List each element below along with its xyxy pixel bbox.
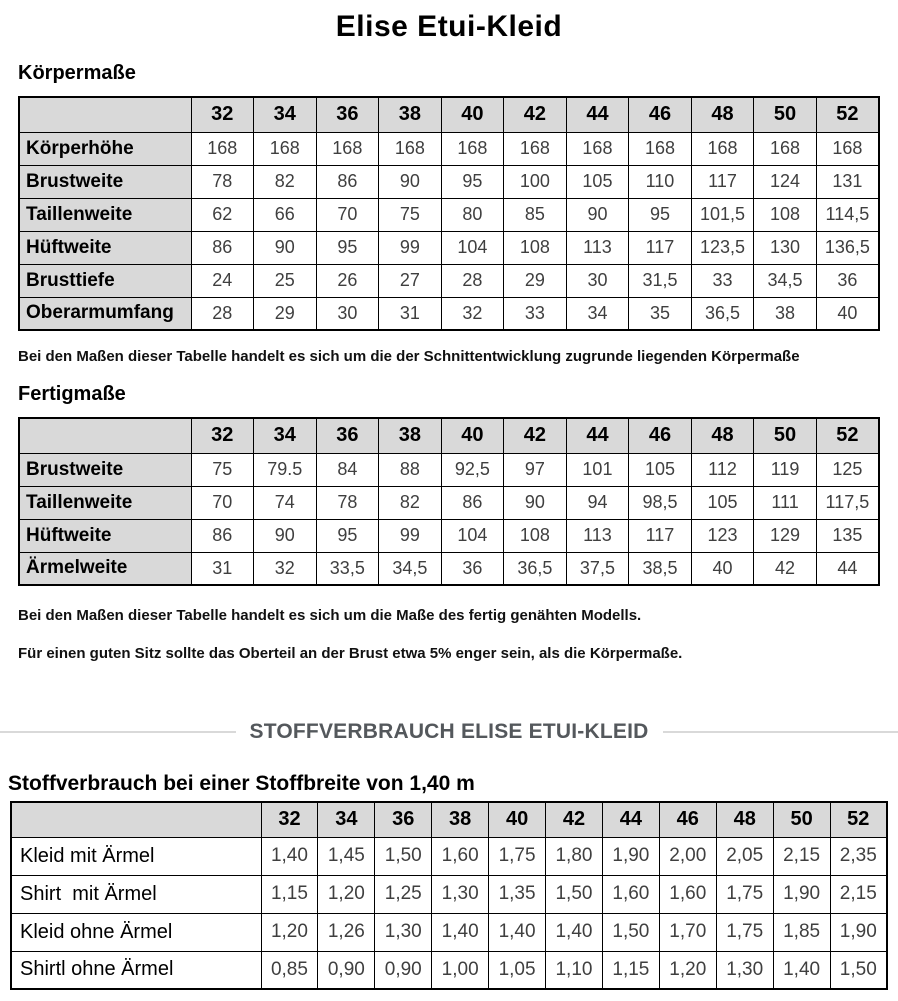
size-header-cell: 50 <box>754 418 817 453</box>
size-header-cell: 52 <box>830 802 887 837</box>
size-header-cell: 40 <box>441 97 504 132</box>
value-cell: 168 <box>254 132 317 165</box>
size-header-cell: 32 <box>191 418 254 453</box>
size-header-cell: 46 <box>659 802 716 837</box>
value-cell: 38,5 <box>629 552 692 585</box>
value-cell: 2,00 <box>659 837 716 875</box>
value-cell: 34 <box>566 297 629 330</box>
value-cell: 33 <box>691 264 754 297</box>
value-cell: 1,25 <box>375 875 432 913</box>
size-header-cell: 38 <box>379 418 442 453</box>
value-cell: 1,45 <box>318 837 375 875</box>
value-cell: 78 <box>316 486 379 519</box>
table-row <box>19 132 879 165</box>
row-label-cell: Oberarmumfang <box>19 297 191 330</box>
table-row <box>11 837 887 875</box>
value-cell: 1,26 <box>318 913 375 951</box>
value-cell: 105 <box>691 486 754 519</box>
value-cell: 1,50 <box>375 837 432 875</box>
value-cell: 2,35 <box>830 837 887 875</box>
row-label-cell: Hüftweite <box>19 231 191 264</box>
value-cell: 1,20 <box>318 875 375 913</box>
corner-cell <box>11 802 261 837</box>
table-row <box>19 453 879 486</box>
table-row <box>19 519 879 552</box>
value-cell: 95 <box>316 519 379 552</box>
size-header-cell: 52 <box>816 418 879 453</box>
value-cell: 129 <box>754 519 817 552</box>
value-cell: 1,70 <box>659 913 716 951</box>
value-cell: 1,60 <box>602 875 659 913</box>
value-cell: 110 <box>629 165 692 198</box>
value-cell: 95 <box>316 231 379 264</box>
value-cell: 1,15 <box>261 875 318 913</box>
corner-cell <box>19 97 191 132</box>
value-cell: 70 <box>316 198 379 231</box>
value-cell: 99 <box>379 519 442 552</box>
value-cell: 28 <box>191 297 254 330</box>
value-cell: 82 <box>254 165 317 198</box>
row-label-cell: Brustweite <box>19 453 191 486</box>
value-cell: 108 <box>504 519 567 552</box>
value-cell: 1,75 <box>716 913 773 951</box>
value-cell: 168 <box>504 132 567 165</box>
value-cell: 1,30 <box>716 951 773 989</box>
value-cell: 1,85 <box>773 913 830 951</box>
table-row <box>11 951 887 989</box>
value-cell: 136,5 <box>816 231 879 264</box>
value-cell: 30 <box>316 297 379 330</box>
row-label-cell: Shirtl ohne Ärmel <box>11 951 261 989</box>
value-cell: 1,40 <box>261 837 318 875</box>
value-cell: 86 <box>316 165 379 198</box>
value-cell: 1,30 <box>432 875 489 913</box>
size-header-cell: 48 <box>691 97 754 132</box>
value-cell: 108 <box>504 231 567 264</box>
value-cell: 1,60 <box>432 837 489 875</box>
value-cell: 105 <box>629 453 692 486</box>
value-cell: 28 <box>441 264 504 297</box>
size-header-cell: 50 <box>773 802 830 837</box>
value-cell: 1,30 <box>375 913 432 951</box>
table-row <box>19 165 879 198</box>
value-cell: 36,5 <box>691 297 754 330</box>
size-header-cell: 42 <box>504 418 567 453</box>
value-cell: 84 <box>316 453 379 486</box>
value-cell: 1,40 <box>432 913 489 951</box>
value-cell: 82 <box>379 486 442 519</box>
value-cell: 92,5 <box>441 453 504 486</box>
value-cell: 75 <box>191 453 254 486</box>
row-label-cell: Kleid ohne Ärmel <box>11 913 261 951</box>
value-cell: 2,05 <box>716 837 773 875</box>
table-row <box>11 875 887 913</box>
size-header-cell: 44 <box>602 802 659 837</box>
value-cell: 34,5 <box>379 552 442 585</box>
table-row <box>19 264 879 297</box>
value-cell: 62 <box>191 198 254 231</box>
koerpermasse-table <box>18 96 880 331</box>
stoffverbrauch-table <box>10 801 888 990</box>
size-header-cell: 42 <box>546 802 603 837</box>
value-cell: 1,40 <box>489 913 546 951</box>
value-cell: 168 <box>629 132 692 165</box>
value-cell: 66 <box>254 198 317 231</box>
size-header-cell: 40 <box>489 802 546 837</box>
value-cell: 1,10 <box>546 951 603 989</box>
value-cell: 31 <box>379 297 442 330</box>
section-heading-stoffverbrauch: Stoffverbrauch bei einer Stoffbreite von 1,40 m <box>8 772 475 795</box>
size-header-cell: 32 <box>261 802 318 837</box>
value-cell: 24 <box>191 264 254 297</box>
value-cell: 1,05 <box>489 951 546 989</box>
value-cell: 168 <box>754 132 817 165</box>
size-header-cell: 38 <box>379 97 442 132</box>
value-cell: 33 <box>504 297 567 330</box>
value-cell: 42 <box>754 552 817 585</box>
value-cell: 99 <box>379 231 442 264</box>
value-cell: 1,80 <box>546 837 603 875</box>
row-label-cell: Taillenweite <box>19 486 191 519</box>
size-header-cell: 42 <box>504 97 567 132</box>
value-cell: 40 <box>691 552 754 585</box>
value-cell: 114,5 <box>816 198 879 231</box>
value-cell: 1,90 <box>830 913 887 951</box>
value-cell: 2,15 <box>773 837 830 875</box>
size-header-row <box>11 802 887 837</box>
value-cell: 25 <box>254 264 317 297</box>
value-cell: 33,5 <box>316 552 379 585</box>
value-cell: 131 <box>816 165 879 198</box>
value-cell: 75 <box>379 198 442 231</box>
value-cell: 78 <box>191 165 254 198</box>
value-cell: 0,85 <box>261 951 318 989</box>
size-header-cell: 34 <box>318 802 375 837</box>
section-heading-fertigmasse: Fertigmaße <box>18 383 126 405</box>
value-cell: 108 <box>754 198 817 231</box>
size-header-cell: 32 <box>191 97 254 132</box>
value-cell: 32 <box>254 552 317 585</box>
value-cell: 1,75 <box>489 837 546 875</box>
value-cell: 31 <box>191 552 254 585</box>
size-header-cell: 52 <box>816 97 879 132</box>
value-cell: 1,00 <box>432 951 489 989</box>
divider-label: STOFFVERBRAUCH ELISE ETUI-KLEID <box>249 720 649 743</box>
table-row <box>19 198 879 231</box>
value-cell: 1,20 <box>659 951 716 989</box>
value-cell: 1,75 <box>716 875 773 913</box>
value-cell: 27 <box>379 264 442 297</box>
value-cell: 130 <box>754 231 817 264</box>
value-cell: 1,50 <box>602 913 659 951</box>
size-header-cell: 36 <box>375 802 432 837</box>
value-cell: 113 <box>566 231 629 264</box>
size-header-cell: 48 <box>716 802 773 837</box>
value-cell: 1,35 <box>489 875 546 913</box>
value-cell: 111 <box>754 486 817 519</box>
value-cell: 1,40 <box>546 913 603 951</box>
fertigmasse-note-2: Für einen guten Sitz sollte das Oberteil an der Brust etwa 5% enger sein, als die Körpermaße. <box>18 645 683 662</box>
value-cell: 79.5 <box>254 453 317 486</box>
value-cell: 88 <box>379 453 442 486</box>
size-header-cell: 34 <box>254 97 317 132</box>
size-header-cell: 46 <box>629 418 692 453</box>
value-cell: 0,90 <box>318 951 375 989</box>
value-cell: 36,5 <box>504 552 567 585</box>
value-cell: 30 <box>566 264 629 297</box>
value-cell: 101,5 <box>691 198 754 231</box>
value-cell: 168 <box>691 132 754 165</box>
value-cell: 104 <box>441 231 504 264</box>
value-cell: 125 <box>816 453 879 486</box>
value-cell: 90 <box>504 486 567 519</box>
value-cell: 35 <box>629 297 692 330</box>
value-cell: 117 <box>629 519 692 552</box>
value-cell: 1,60 <box>659 875 716 913</box>
value-cell: 168 <box>441 132 504 165</box>
value-cell: 86 <box>191 231 254 264</box>
value-cell: 1,90 <box>773 875 830 913</box>
value-cell: 98,5 <box>629 486 692 519</box>
value-cell: 101 <box>566 453 629 486</box>
value-cell: 95 <box>629 198 692 231</box>
value-cell: 1,15 <box>602 951 659 989</box>
fertigmasse-note-1: Bei den Maßen dieser Tabelle handelt es sich um die Maße des fertig genähten Modells. <box>18 607 642 624</box>
table-row <box>19 552 879 585</box>
table-row <box>11 913 887 951</box>
value-cell: 44 <box>816 552 879 585</box>
row-label-cell: Körperhöhe <box>19 132 191 165</box>
value-cell: 1,40 <box>773 951 830 989</box>
size-header-cell: 36 <box>316 97 379 132</box>
value-cell: 34,5 <box>754 264 817 297</box>
size-header-cell: 48 <box>691 418 754 453</box>
section-divider <box>0 720 898 744</box>
value-cell: 119 <box>754 453 817 486</box>
value-cell: 117 <box>691 165 754 198</box>
size-header-cell: 44 <box>566 97 629 132</box>
size-header-cell: 38 <box>432 802 489 837</box>
value-cell: 74 <box>254 486 317 519</box>
value-cell: 86 <box>191 519 254 552</box>
row-label-cell: Kleid mit Ärmel <box>11 837 261 875</box>
value-cell: 90 <box>254 519 317 552</box>
value-cell: 168 <box>191 132 254 165</box>
size-header-cell: 36 <box>316 418 379 453</box>
value-cell: 104 <box>441 519 504 552</box>
value-cell: 31,5 <box>629 264 692 297</box>
value-cell: 112 <box>691 453 754 486</box>
table-row <box>19 486 879 519</box>
value-cell: 117 <box>629 231 692 264</box>
value-cell: 123,5 <box>691 231 754 264</box>
value-cell: 90 <box>379 165 442 198</box>
page-title: Elise Etui-Kleid <box>335 10 563 43</box>
value-cell: 26 <box>316 264 379 297</box>
fertigmasse-table <box>18 417 880 586</box>
value-cell: 97 <box>504 453 567 486</box>
size-header-row <box>19 418 879 453</box>
value-cell: 168 <box>566 132 629 165</box>
size-header-cell: 46 <box>629 97 692 132</box>
value-cell: 168 <box>316 132 379 165</box>
size-header-cell: 34 <box>254 418 317 453</box>
table-row <box>19 231 879 264</box>
value-cell: 0,90 <box>375 951 432 989</box>
value-cell: 36 <box>441 552 504 585</box>
value-cell: 105 <box>566 165 629 198</box>
value-cell: 1,90 <box>602 837 659 875</box>
row-label-cell: Brusttiefe <box>19 264 191 297</box>
value-cell: 100 <box>504 165 567 198</box>
section-heading-koerpermasse: Körpermaße <box>18 62 136 84</box>
value-cell: 94 <box>566 486 629 519</box>
value-cell: 168 <box>379 132 442 165</box>
value-cell: 86 <box>441 486 504 519</box>
value-cell: 135 <box>816 519 879 552</box>
value-cell: 117,5 <box>816 486 879 519</box>
value-cell: 1,50 <box>830 951 887 989</box>
size-header-cell: 40 <box>441 418 504 453</box>
divider-line-left <box>0 731 236 733</box>
value-cell: 90 <box>566 198 629 231</box>
value-cell: 37,5 <box>566 552 629 585</box>
size-header-cell: 50 <box>754 97 817 132</box>
row-label-cell: Ärmelweite <box>19 552 191 585</box>
value-cell: 40 <box>816 297 879 330</box>
size-header-row <box>19 97 879 132</box>
value-cell: 85 <box>504 198 567 231</box>
divider-line-right <box>663 731 898 733</box>
value-cell: 2,15 <box>830 875 887 913</box>
value-cell: 70 <box>191 486 254 519</box>
row-label-cell: Hüftweite <box>19 519 191 552</box>
value-cell: 113 <box>566 519 629 552</box>
size-header-cell: 44 <box>566 418 629 453</box>
table-row <box>19 297 879 330</box>
value-cell: 38 <box>754 297 817 330</box>
value-cell: 95 <box>441 165 504 198</box>
value-cell: 1,20 <box>261 913 318 951</box>
row-label-cell: Shirt mit Ärmel <box>11 875 261 913</box>
value-cell: 80 <box>441 198 504 231</box>
value-cell: 29 <box>254 297 317 330</box>
value-cell: 29 <box>504 264 567 297</box>
value-cell: 168 <box>816 132 879 165</box>
row-label-cell: Brustweite <box>19 165 191 198</box>
value-cell: 1,50 <box>546 875 603 913</box>
value-cell: 123 <box>691 519 754 552</box>
value-cell: 90 <box>254 231 317 264</box>
value-cell: 32 <box>441 297 504 330</box>
corner-cell <box>19 418 191 453</box>
value-cell: 36 <box>816 264 879 297</box>
koerpermasse-note: Bei den Maßen dieser Tabelle handelt es sich um die der Schnittentwicklung zugrunde liegenden Körpermaße <box>18 348 800 365</box>
row-label-cell: Taillenweite <box>19 198 191 231</box>
value-cell: 124 <box>754 165 817 198</box>
